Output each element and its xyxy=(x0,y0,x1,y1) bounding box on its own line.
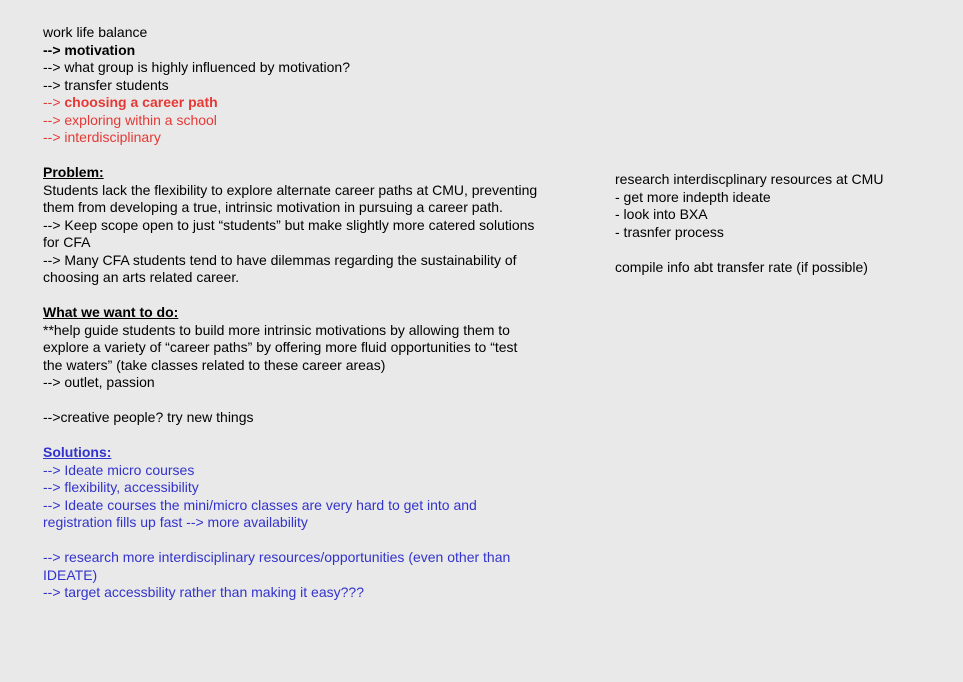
solution-line: IDEATE) xyxy=(43,566,98,583)
solution-line: --> Ideate micro courses xyxy=(43,461,195,478)
solution-line: --> flexibility, accessibility xyxy=(43,479,199,495)
problem-heading: Problem: xyxy=(43,164,104,180)
want-line: explore a variety of “career paths” by offering more fluid opportunities to “test xyxy=(43,339,518,355)
problem-line: for CFA xyxy=(43,234,91,250)
right-notes-column xyxy=(615,171,945,276)
solution-line: --> research more interdisciplinary resources/opportunities (even other than xyxy=(43,549,511,565)
spacer xyxy=(43,427,543,445)
arrow-prefix: --> xyxy=(43,94,65,110)
choosing-career-path-text: choosing a career path xyxy=(64,94,218,110)
research-line: - get more indepth ideate xyxy=(615,188,771,205)
note-line: --> what group is highly influenced by motivation? xyxy=(43,59,351,75)
note-line-highlight xyxy=(43,94,543,112)
want-heading: What we want to do: xyxy=(43,304,179,320)
problem-line: choosing an arts related career. xyxy=(43,269,240,285)
problem-line: Students lack the flexibility to explore alternate career paths at CMU, preventing xyxy=(43,181,538,198)
want-extra-line: -->creative people? try new things xyxy=(43,409,254,425)
research-extra-line: compile info abt transfer rate (if possible) xyxy=(615,258,868,275)
want-line: --> outlet, passion xyxy=(43,374,155,390)
solutions-heading: Solutions: xyxy=(43,444,112,460)
want-line: **help guide students to build more intrinsic motivations by allowing them to xyxy=(43,321,510,338)
solution-line: --> target accessbility rather than making it easy??? xyxy=(43,584,364,600)
note-line-highlight: --> interdisciplinary xyxy=(43,129,161,145)
research-line: research interdiscplinary resources at CMU xyxy=(615,171,884,187)
note-line-highlight: --> exploring within a school xyxy=(43,111,217,128)
research-line: - look into BXA xyxy=(615,206,708,222)
problem-line: --> Many CFA students tend to have dilemmas regarding the sustainability of xyxy=(43,251,517,268)
spacer xyxy=(43,392,543,410)
spacer xyxy=(43,532,543,550)
solution-line: --> Ideate courses the mini/micro classes are very hard to get into and xyxy=(43,496,477,513)
left-notes-column xyxy=(43,24,543,602)
spacer xyxy=(43,287,543,305)
spacer xyxy=(615,241,945,259)
research-line: - trasnfer process xyxy=(615,223,724,240)
want-line: the waters” (take classes related to these career areas) xyxy=(43,356,386,373)
note-line-motivation: --> motivation xyxy=(43,41,136,58)
problem-line: --> Keep scope open to just “students” but make slightly more catered solutions xyxy=(43,216,535,233)
spacer xyxy=(43,147,543,165)
solution-line: registration fills up fast --> more availability xyxy=(43,514,308,530)
note-line: work life balance xyxy=(43,24,148,40)
note-line: --> transfer students xyxy=(43,76,169,93)
problem-line: them from developing a true, intrinsic motivation in pursuing a career path. xyxy=(43,199,503,215)
